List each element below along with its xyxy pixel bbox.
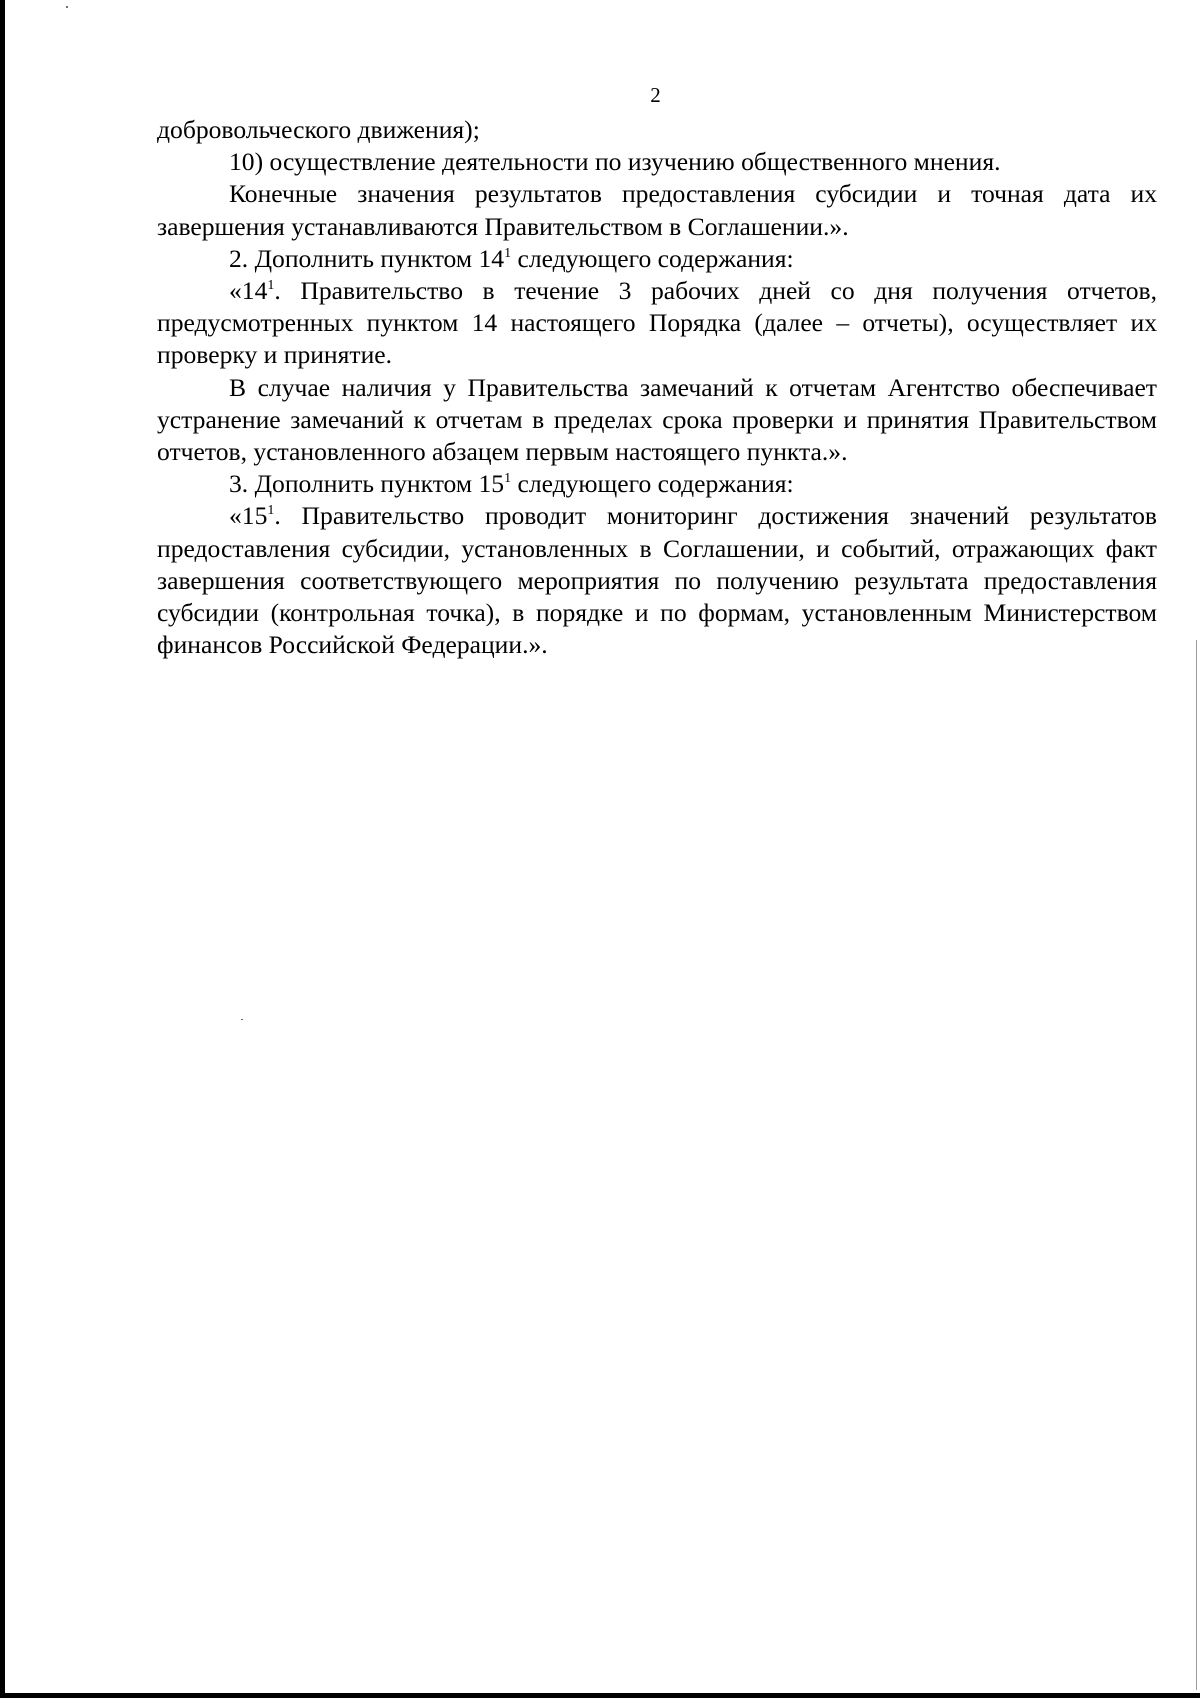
paragraph-remarks <box>157 372 1157 469</box>
paragraph-amendment-3 <box>157 468 1157 500</box>
scan-edge-bottom <box>0 1693 1200 1698</box>
superscript: 1 <box>504 245 512 261</box>
paragraph-text-before: «14 <box>229 276 268 306</box>
paragraph-text: В случае наличия у Правительства замечаний к отчетам Агентство обеспечивает устранение замечаний к отчетам в пределах срока проверки и принятия Правительством отчетов, установленного абзацем первым настоящего пункта.». <box>157 372 1157 467</box>
page-number: 2 <box>650 83 661 107</box>
paragraph-text-after: следующего содержания: <box>511 469 794 499</box>
superscript: 1 <box>267 278 275 294</box>
paragraph-text: 10) осуществление деятельности по изучению общественного мнения. <box>229 147 1001 177</box>
superscript: 1 <box>504 471 512 487</box>
paragraph-text-before: «15 <box>229 501 268 531</box>
paragraph-item-10 <box>157 146 1157 178</box>
scan-edge-right <box>1196 640 1197 1690</box>
scan-speck <box>66 6 68 8</box>
scan-speck <box>241 1019 243 1020</box>
paragraph-continuation <box>157 114 1157 146</box>
paragraph-final-values <box>157 178 1157 242</box>
superscript: 1 <box>267 503 275 519</box>
paragraph-text-before: 3. Дополнить пунктом 15 <box>229 469 505 499</box>
paragraph-amendment-2 <box>157 243 1157 275</box>
paragraph-text-after: . Правительство в течение 3 рабочих дней со дня получения отчетов, предусмотренных пунктом 14 настоящего Порядка (далее – отчеты), осуществляет их проверку и принятие. <box>157 276 1157 370</box>
paragraph-text: добровольческого движения); <box>157 115 480 144</box>
paragraph-text: Конечные значения результатов предоставления субсидии и точная дата их завершения устанавливаются Правительством в Соглашении.». <box>157 179 1157 241</box>
paragraph-text-after: следующего содержания: <box>511 243 794 273</box>
paragraph-clause-14-1 <box>157 275 1157 372</box>
scan-edge-left <box>0 0 5 1698</box>
paragraph-text-before: 2. Дополнить пунктом 14 <box>229 243 505 273</box>
paragraph-text-after: . Правительство проводит мониторинг достижения значений результатов предоставления субсидии, установленных в Соглашении, и событий, отражающих факт завершения соответствующего мероприятия по получению результата предоставления субсидии (контрольная точка), в порядке и по формам, установленным Министерством финансов Российской Федерации.». <box>157 501 1157 660</box>
paragraph-clause-15-1 <box>157 500 1157 661</box>
document-body <box>157 114 1157 661</box>
